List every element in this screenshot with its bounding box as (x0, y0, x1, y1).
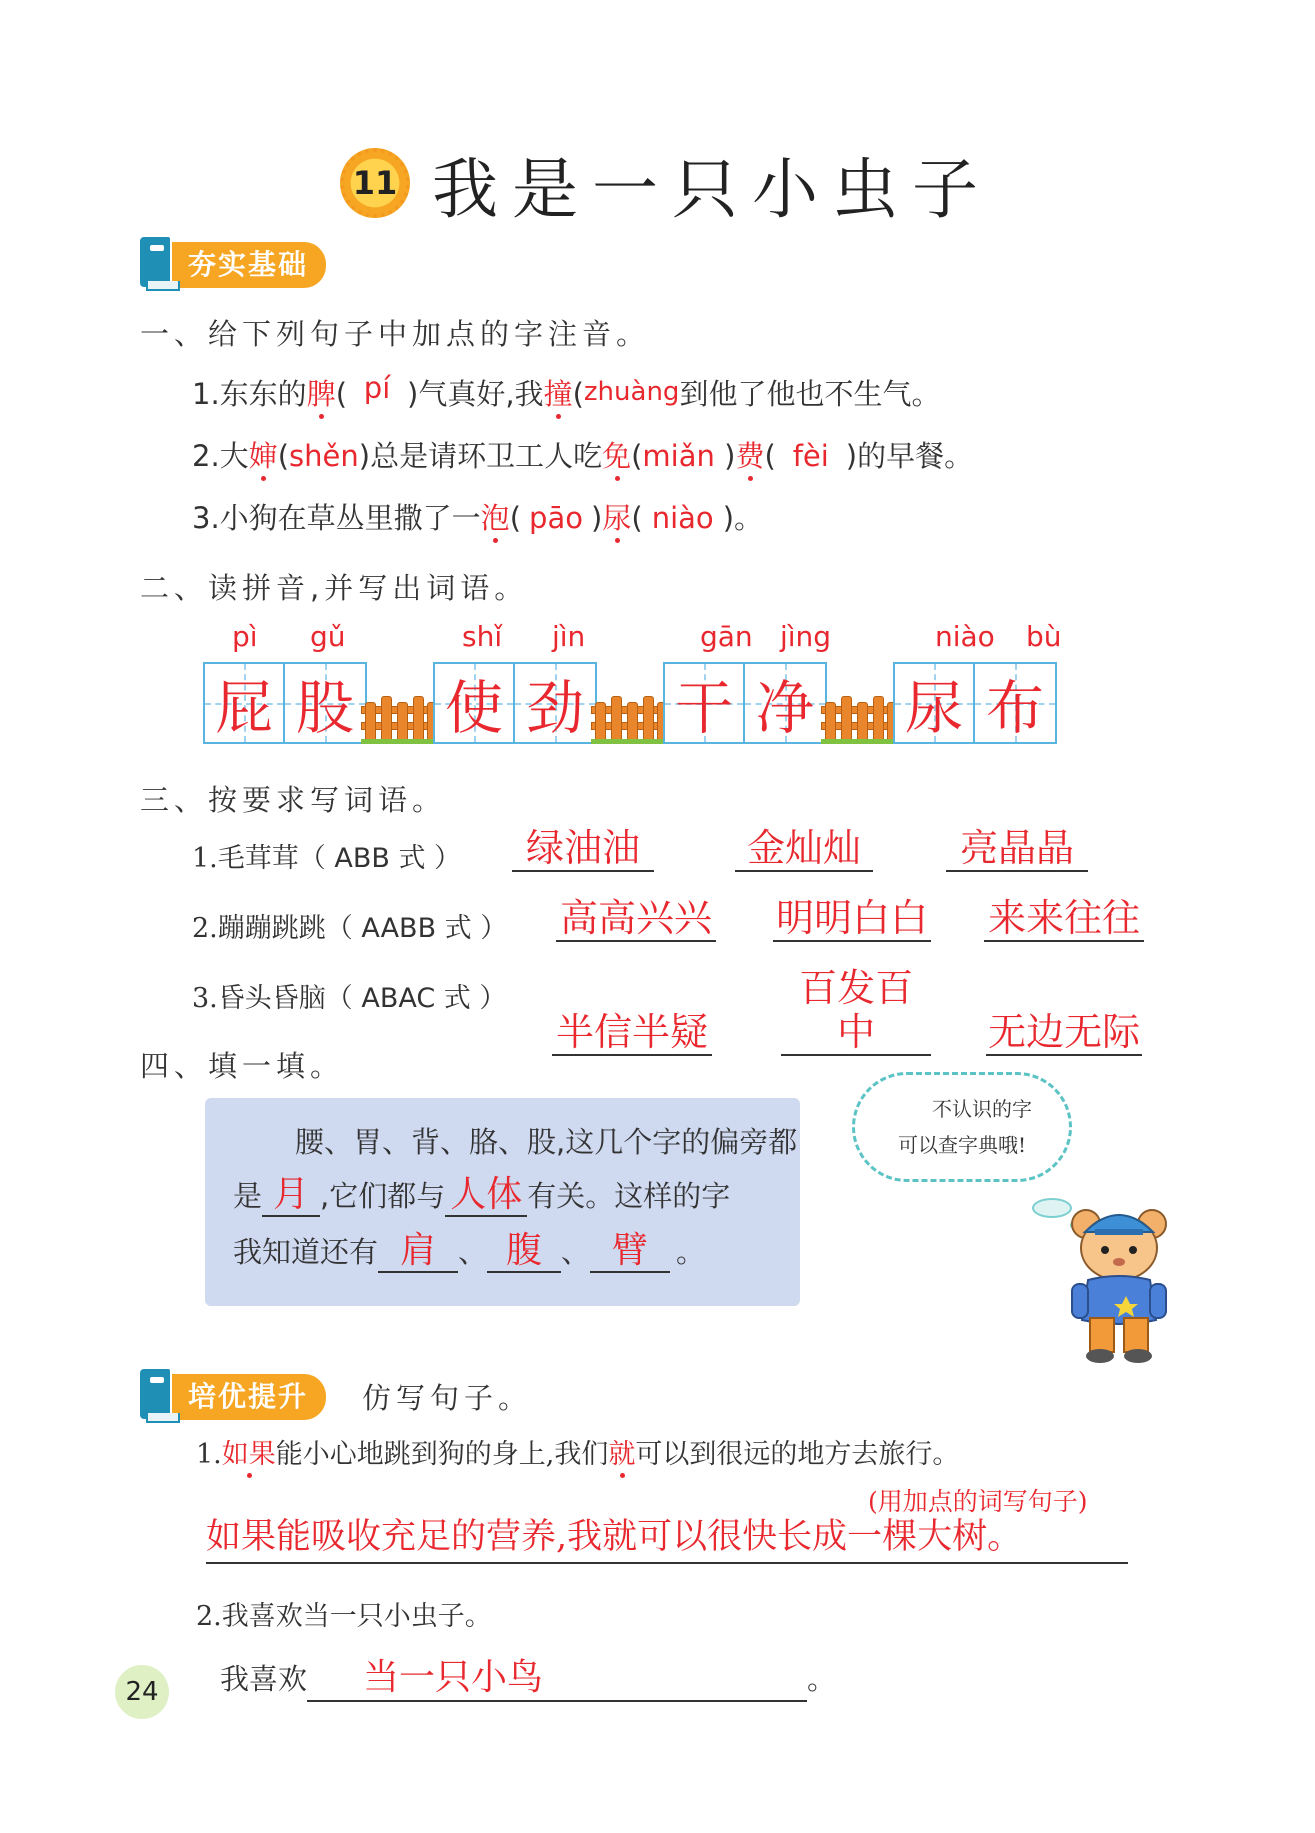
question-4-heading: 四、填一填。 (140, 1049, 345, 1083)
pinyin-label: jìn (552, 620, 586, 653)
answer-word: 亮晶晶 (946, 826, 1088, 872)
answer-word: 金灿灿 (735, 826, 873, 872)
q3-row-2-answers (556, 896, 1144, 942)
answer-word: 半信半疑 (552, 1010, 712, 1056)
answer-blank: 臂 (590, 1231, 670, 1273)
question-1-heading: 一、给下列句子中加点的字注音。 (140, 317, 651, 351)
pinyin-label: gān (700, 620, 753, 653)
advance-answer-2: 当一只小鸟 (307, 1656, 807, 1702)
question-2-heading: 二、读拼音,并写出词语。 (140, 571, 529, 605)
grid-cell: 尿 (893, 662, 975, 744)
pinyin-label: shǐ (462, 620, 503, 653)
pinyin-answer: zhuàng (583, 377, 680, 407)
tip-line: 不认识的字 (932, 1097, 1032, 1121)
pinyin-label: pì (232, 620, 258, 653)
fence-icon (821, 694, 899, 744)
pinyin-answer: niào (651, 501, 714, 535)
pinyin-answer: shěn (289, 439, 359, 473)
fill-in-box (205, 1098, 800, 1306)
q1-sentence-2: 2.大婶(shěn)总是请环卫工人吃免(miǎn )费( fèi )的早餐。 (192, 439, 974, 473)
section-tag-label: 夯实基础 (172, 242, 326, 288)
pinyin-answer: miǎn (642, 439, 715, 473)
dotted-char: 撞 (543, 377, 573, 411)
dotted-word: 如果 (221, 1439, 276, 1470)
answer-word: 百发百中 (781, 966, 931, 1056)
q3-row-1-answers (512, 826, 1088, 872)
answer-word: 明明白白 (773, 896, 931, 942)
answer-blank: 肩 (378, 1231, 458, 1273)
answer-blank: 月 (262, 1175, 320, 1217)
dotted-char: 免 (602, 439, 632, 473)
section-tag-basic (140, 242, 326, 288)
character-grid-row (203, 662, 1057, 744)
advance-sentence-2: 2.我喜欢当一只小虫子。 (196, 1601, 492, 1632)
pinyin-answer: pí (363, 371, 391, 405)
grid-cell: 劲 (515, 662, 597, 744)
grid-cell: 干 (663, 662, 745, 744)
dotted-word: 就 (608, 1439, 636, 1470)
grid-cell: 布 (975, 662, 1057, 744)
section-tag-label: 培优提升 (172, 1374, 326, 1420)
advance-hint: (用加点的词写句子) (868, 1487, 1088, 1516)
tip-speech-cloud (852, 1072, 1072, 1182)
dotted-char: 脾 (306, 377, 336, 411)
answer-word: 绿油油 (512, 826, 654, 872)
pinyin-label: gǔ (310, 620, 346, 653)
fence-icon (591, 694, 669, 744)
pinyin-label: bù (1026, 620, 1062, 653)
section-tag-advance (140, 1374, 326, 1420)
grid-cell: 使 (433, 662, 515, 744)
pinyin-label: niào (935, 620, 995, 653)
box-line-2: 是 月 ,它们都与 人体 有关。这样的字 (233, 1174, 731, 1215)
advance-sentence-1: 1.如果能小心地跳到狗的身上,我们就可以到很远的地方去旅行。 (196, 1439, 960, 1470)
answer-word: 来来往往 (984, 896, 1144, 942)
q1-sentence-1: 1.东东的脾( pí )气真好,我撞(zhuàng到他了他也不生气。 (192, 371, 941, 411)
hamster-illustration (1060, 1196, 1178, 1366)
grid-cell: 净 (745, 662, 827, 744)
question-3-heading: 三、按要求写词语。 (140, 783, 447, 817)
box-line-3: 我知道还有 肩 、 腹 、 臂 。 (233, 1230, 706, 1271)
advance-instruction: 仿写句子。 (362, 1381, 533, 1415)
pinyin-label: jìng (780, 620, 832, 653)
q3-row-3: 3.昏头昏脑（ ABAC 式 ） (192, 983, 507, 1014)
tip-line: 可以查字典哦! (897, 1133, 1027, 1157)
q1-sentence-3: 3.小狗在草丛里撒了一泡( pāo )尿( niào )。 (192, 501, 764, 535)
page-number: 24 (115, 1665, 169, 1719)
q3-row-3-answers (552, 966, 1142, 1056)
grid-cell: 股 (285, 662, 367, 744)
pinyin-answer: pāo (529, 501, 583, 535)
book-icon (140, 237, 178, 293)
advance-line-2: 我喜欢 当一只小鸟 。 (220, 1656, 836, 1702)
answer-blank: 腹 (487, 1231, 561, 1273)
dotted-char: 泡 (480, 501, 510, 535)
pinyin-answer: fèi (792, 439, 829, 473)
page-title: 我是一只小虫子 (432, 150, 992, 228)
title-block (340, 138, 992, 228)
book-icon (140, 1369, 178, 1425)
dotted-char: 婶 (248, 439, 278, 473)
answer-word: 高高兴兴 (556, 896, 716, 942)
answer-word: 无边无际 (988, 1010, 1141, 1054)
advance-answer-1: 如果能吸收充足的营养,我就可以很快长成一棵大树。 (206, 1512, 1128, 1564)
q3-row-2: 2.蹦蹦跳跳（ AABB 式 ） (192, 913, 508, 944)
answer-blank: 人体 (445, 1175, 527, 1217)
box-line-1: 腰、胃、背、胳、股,这几个字的偏旁都 (295, 1125, 798, 1159)
lesson-number-badge: 11 (340, 148, 410, 218)
dotted-char: 尿 (602, 501, 632, 535)
dotted-char: 费 (735, 439, 765, 473)
fence-icon (361, 694, 439, 744)
grid-cell: 屁 (203, 662, 285, 744)
q3-row-1: 1.毛茸茸（ ABB 式 ） (192, 843, 462, 874)
